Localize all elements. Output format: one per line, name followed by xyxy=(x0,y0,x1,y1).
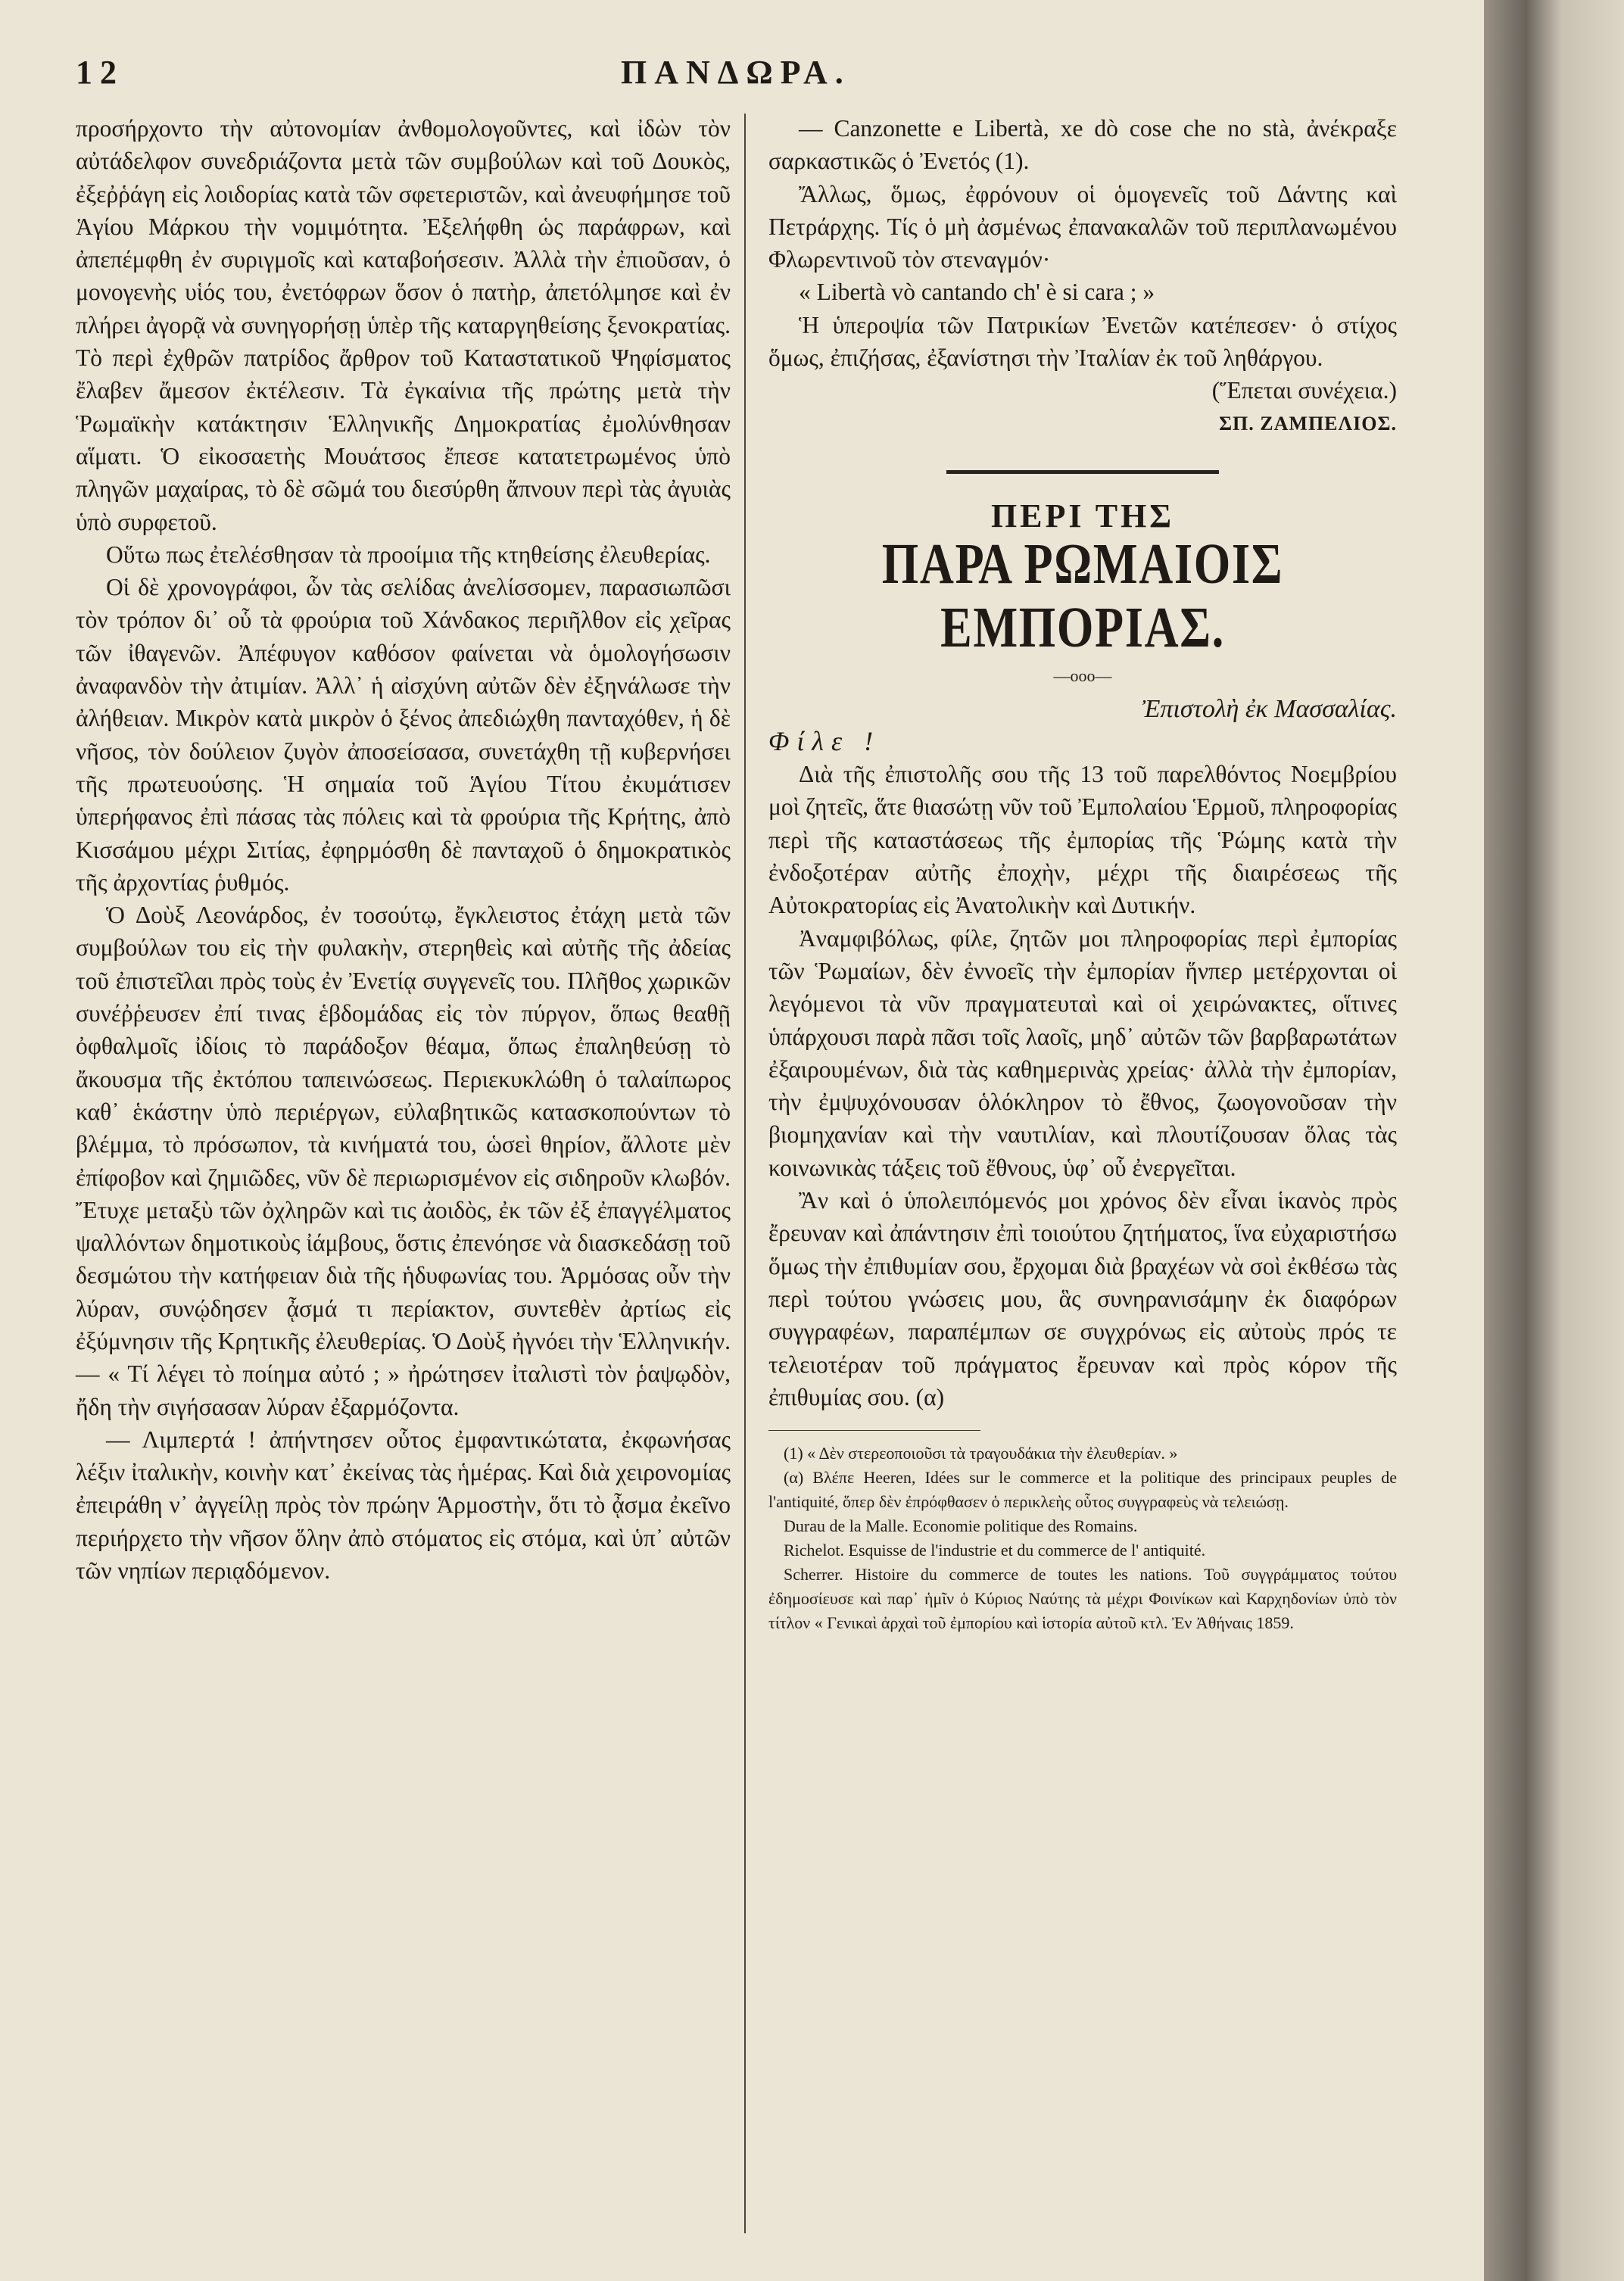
footnote: Durau de la Malle. Economie politique des Romains. xyxy=(784,1516,1138,1536)
letter-origin: Ἐπιστολὴ ἐκ Μασσαλίας. xyxy=(1142,694,1397,723)
footnote: (1) « Δὲν στερεοποιοῦσι τὰ τραγουδάκια τὴν ἐλευθερίαν. » xyxy=(784,1444,1178,1463)
left-paragraph: Ὁ Δοὺξ Λεονάρδος, ἐν τοσούτῳ, ἔγκλειστος ἐτάχη μετὰ τῶν συμβούλων του εἰς τὴν φυλακὴν, στερηθεὶς καὶ αὐτῆς τῆς ἀδείας τοῦ ἐπιστεῖλαι πρὸς τοὺς ἐν Ἐνετίᾳ συγγενεῖς του. Πλῆθος χωρικῶν συνέῤῥευσεν ἐπί τινας ἑβδομάδας εἰς τὸν πύργον, ὅπως θεαθῇ ὀφθαλμοῖς ἰδίοις τὸ παράδοξον θέαμα, ὅπως ἐπαληθεύσῃ τὸ ἄκουσμα τῆς ἐκτόπου ταπεινώσεως. Περιεκυκλώθη ὁ ταλαίπωρος καθ᾽ ἑκάστην ὑπὸ περιέργων, εὐλαβητικῶς κατασκοπούντων τὸ βλέμμα, τὸ πρόσωπον, τὰ κινήματά του, ὡσεὶ θηρίον, ἄλλοτε μὲν ἐπίφοβον καὶ ζημιῶδες, νῦν δὲ περιωρισμένον εἰς σιδηροῦν κλωβόν. Ἔτυχε μεταξὺ τῶν ὀχληρῶν καὶ τις ἀοιδὸς, ἐκ τῶν ἐξ ἐπαγγέλματος ψαλλόντων δημοτικοὺς ἰάμβους, ὅστις ἐπενόησε νὰ διασκεδάσῃ τοῦ δεσμώτου τὴν κατήφειαν διὰ τῆς ἡδυφωνίας του. Ἁρμόσας οὖν τὴν λύραν, συνῴδησεν ᾆσμά τι περίακτον, συντεθὲν ἀρτίως εἰς ἐξύμνησιν τῆς Κρητικῆς ἐλευθερίας. Ὁ Δοὺξ ἠγνόει τὴν Ἑλληνικήν. — « Τί λέγει τὸ ποίημα αὐτό ; » ἠρώτησεν ἰταλιστὶ τὸν ῥαψῳδὸν, ἤδη τὴν σιγήσασαν λύραν ἐξαρμόζοντα. xyxy=(76,902,731,1420)
right-paragraph: Ἡ ὑπεροψία τῶν Πατρικίων Ἐνετῶν κατέπεσεν· ὁ στίχος ὅμως, ἐπιζήσας, ἐξανίστησι τὴν Ἰταλίαν ἐκ τοῦ ληθάργου. xyxy=(768,311,1397,372)
binding-gutter xyxy=(1484,0,1624,2281)
right-column xyxy=(768,112,1397,1635)
right-paragraph: — Canzonette e Libertà, xe dò cose che no stà, ἀνέκραξε σαρκαστικῶς ὁ Ἐνετός (1). xyxy=(768,115,1397,175)
running-header xyxy=(76,53,863,98)
continued-note: (Ἕπεται συνέχεια.) xyxy=(1211,377,1397,404)
right-paragraph: Ἀναμφιβόλως, φίλε, ζητῶν μοι πληροφορίας περὶ ἐμπορίας τῶν Ῥωμαίων, δὲν ἐννοεῖς τὴν ἐμπορίαν ἥνπερ μετέρχονται οἱ λεγόμενοι τὰ νῦν πραγματευταὶ καὶ οἱ χειρώνακτες, οἵτινες ὑπάρχουσι παρὰ πᾶσι τοῖς λαοῖς, μηδ᾽ αὐτῶν τῶν βαρβαρωτάτων ἐξαιρουμένων, διὰ τὰς καθημερινὰς χρείας· ἀλλὰ τὴν ἐμπορίαν, τὴν ἐμψυχόνουσαν ὁλόκληρον τὸ ἔθνος, ζωογονοῦσαν τὴν βιομηχανίαν καὶ τὴν ναυτιλίαν, καὶ πλουτίζουσαν ὅλας τὰς κοινωνικὰς τάξεις τοῦ ἔθνους, ὑφ᾽ οὗ ἐνεργεῖται. xyxy=(768,924,1397,1181)
ornament-separator: —οοο— xyxy=(1053,666,1112,686)
page-number: 12 xyxy=(76,54,124,91)
article-heading-line1: ΠΕΡΙ ΤΗΣ xyxy=(990,497,1175,534)
article-heading-line2: ΠΑΡΑ ΡΩΜΑΙΟΙΣ ΕΜΠΟΡΙΑΣ. xyxy=(881,532,1284,660)
author-signature: ΣΠ. ΖΑΜΠΕΛΙΟΣ. xyxy=(1219,412,1397,435)
footnote: Richelot. Esquisse de l'industrie et du commerce de l' antiquité. xyxy=(784,1541,1206,1560)
right-paragraph: Ἄλλως, ὅμως, ἐφρόνουν οἱ ὁμογενεῖς τοῦ Δάντης καὶ Πετράρχης. Τίς ὁ μὴ ἀσμένως ἐπανακαλῶν τοῦ περιπλανωμένου Φλωρεντινοῦ τὸν στεναγμόν· xyxy=(768,180,1397,273)
left-paragraph: Οἱ δὲ χρονογράφοι, ὧν τὰς σελίδας ἀνελίσσομεν, παρασιωπῶσι τὸν τρόπον δι᾽ οὗ τὰ φρούρια τοῦ Χάνδακος περιῆλθον εἰς χεῖρας τῶν ἰθαγενῶν. Ἀπέφυγον καθόσον φαίνεται νὰ ὁμολογήσωσιν ἀναφανδὸν τὴν ἀτιμίαν. Ἀλλ᾽ ἡ αἰσχύνη αὐτῶν δὲν ἐξηνάλωσε τὴν ἀλήθειαν. Μικρὸν κατὰ μικρὸν ὁ ξένος ἀπεδιώχθη πανταχόθεν, ἡ δὲ νῆσος, τὸν δούλειον ζυγὸν ἀποσείσασα, συνετάχθη τῇ κυβερνήσει τῆς πρωτευούσης. Ἡ σημαία τοῦ Ἁγίου Τίτου ἐκυμάτισεν ὑπερήφανος ἐπὶ πάσας τὰς πόλεις καὶ τὰ φρούρια τῆς Κρήτης, ἀπὸ Κισσάμου μέχρι Σιτίας, ἐφηρμόσθη δὲ πανταχοῦ ὁ δημοκρατικὸς τῆς ἀρχοντίας ῥυθμός. xyxy=(76,574,731,896)
right-paragraph: Διὰ τῆς ἐπιστολῆς σου τῆς 13 τοῦ παρελθόντος Νοεμβρίου μοὶ ζητεῖς, ἅτε θιασώτῃ νῦν τοῦ Ἐμπολαίου Ἑρμοῦ, πληροφορίας περὶ τῆς καταστάσεως τῆς ἐμπορίας τῆς Ῥώμης κατὰ τὴν ἐνδοξοτέραν αὐτῆς ἐποχὴν, μέχρι τῆς διαιρέσεως τῆς Αὐτοκρατορίας εἰς Ἀνατολικὴν καὶ Δυτικήν. xyxy=(768,761,1397,919)
left-paragraph: — Λιμπερτά ! ἀπήντησεν οὗτος ἐμφαντικώτατα, ἐκφωνήσας λέξιν ἰταλικὴν, κοινὴν κατ᾽ ἐκείνας τὰς ἡμέρας. Καὶ διὰ χειρονομίας ἐπειράθη ν᾽ ἀγγείλῃ πρὸς τὸν πρώην Ἁρμοστὴν, ὅτι τὸ ᾆσμα ἐκεῖνο περιήρχετο τὴν νῆσον ὅλην ἀπὸ στόματος εἰς στόμα, καὶ ὑπ᾽ αὐτῶν τῶν νηπίων περιᾳδόμενον. xyxy=(76,1426,731,1585)
left-column xyxy=(76,112,731,1587)
section-rule xyxy=(946,470,1219,474)
right-paragraph: Ἂν καὶ ὁ ὑπολειπόμενός μοι χρόνος δὲν εἶναι ἱκανὸς πρὸς ἔρευναν καὶ ἀπάντησιν ἐπὶ τοιούτου ζητήματος, ἵνα εὐχαριστήσω ὅμως τὴν ἐπιθυμίαν σου, ἔρχομαι διὰ βραχέων νὰ σοὶ ἐκθέσω τὰς περὶ τούτου γνώσεις μου, ἃς συνηρανισάμην ἐκ διαφόρων συγγραφέων, παραπέμπων σε συγχρόνως εἰς αὐτοὺς πρός τε τελειοτέραν τοῦ πράγματος ἔρευναν καὶ πρὸς κόρον τῆς ἐπιθυμίας σου. (α) xyxy=(768,1187,1397,1410)
footnote: Scherrer. Histoire du commerce de toutes les nations. Τοῦ συγγράμματος τούτου ἐδημοσίευσε καὶ παρ᾽ ἡμῖν ὁ Κύριος Ναύτης τὰ μέχρι Φοινίκων καὶ Καρχηδονίων ὑπὸ τὸν τίτλον « Γενικαὶ ἀρχαὶ τοῦ ἐμπορίου καὶ ἱστορία αὐτοῦ κτλ. Ἐν Ἀθήναις 1859. xyxy=(768,1565,1397,1633)
running-title: ΠΑΝΔΩΡΑ. xyxy=(621,54,851,91)
verse-quote: « Libertà vò cantando ch' è si cara ; » xyxy=(799,279,1155,306)
letter-greeting: Φίλε ! xyxy=(768,725,881,756)
footnote-rule xyxy=(768,1430,980,1431)
left-paragraph: Οὕτω πως ἐτελέσθησαν τὰ προοίμια τῆς κτηθείσης ἐλευθερίας. xyxy=(106,541,711,568)
left-paragraph: προσήρχοντο τὴν αὐτονομίαν ἀνθομολογοῦντες, καὶ ἰδὼν τὸν αὐτάδελφον συνεδριάζοντα μετὰ τῶν συμβούλων καὶ τοῦ Δουκὸς, ἐξεῤῥάγη εἰς λοιδορίας κατὰ τῶν σφετεριστῶν, καὶ ἀνευφήμησε τοῦ Ἁγίου Μάρκου τὴν νομιμότητα. Ἐξελήφθη ὡς παράφρων, καὶ ἀπεπέμφθη ἐν συριγμοῖς καὶ καταβοήσεσιν. Ἀλλὰ τὴν ἐπιοῦσαν, ὁ μονογενὴς υἱός του, ἐνετόφρων ὅσον ὁ πατὴρ, ἀπετόλμησε καὶ ἐν πλήρει ἀγορᾷ νὰ συνηγορήσῃ ὑπὲρ τῆς καταργηθείσης ξενοκρατίας. Τὸ περὶ ἐχθρῶν πατρίδος ἄρθρον τοῦ Καταστατικοῦ Ψηφίσματος ἔλαβεν ἄμεσον ἐκτέλεσιν. Τὰ ἐγκαίνια τῆς πρώτης μετὰ τὴν Ῥωμαϊκὴν κατάκτησιν Ἑλληνικῆς Δημοκρατίας ἐμολύνθησαν αἵματι. Ὁ εἰκοσαετὴς Μουάτσος ἔπεσε κατατετρωμένος ὑπὸ πληγῶν μαχαίρας, τὸ δὲ σῶμά του διεσύρθη ἄπνουν περὶ τὰς ἀγυιὰς ὑπὸ συρφετοῦ. xyxy=(76,115,731,535)
column-divider xyxy=(744,114,746,2233)
footnote: (α) Βλέπε Heeren, Idées sur le commerce et la politique des principaux peuples de l'antiquité, ὅπερ δὲν ἐπρόφθασεν ὁ περικλεὴς οὗτος συγγραφεὺς νὰ τελειώσῃ. xyxy=(768,1468,1397,1512)
